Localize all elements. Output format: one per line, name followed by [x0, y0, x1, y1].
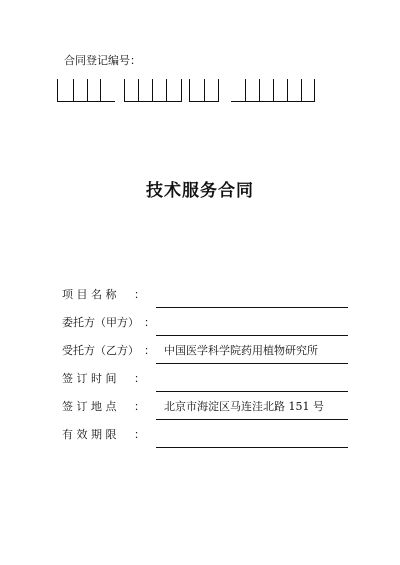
reg-box[interactable] [138, 79, 152, 101]
reg-box[interactable] [259, 79, 273, 101]
field-label: 有 效 期 限 [62, 428, 117, 441]
reg-box[interactable] [124, 79, 138, 101]
reg-box[interactable] [231, 79, 245, 101]
reg-box[interactable] [287, 79, 301, 101]
reg-box[interactable] [273, 79, 287, 101]
reg-box[interactable] [57, 79, 73, 101]
field-row-validity-period [62, 420, 352, 448]
field-colon: ： [134, 288, 145, 301]
reg-box[interactable] [87, 79, 101, 101]
reg-box-group-1 [57, 79, 115, 102]
field-colon: ： [144, 316, 155, 329]
field-colon: ： [134, 428, 145, 441]
field-row-signing-date [62, 364, 352, 392]
reg-box-group-2 [124, 79, 182, 102]
contract-title: 技术服务合同 [146, 181, 254, 201]
field-label: 项 目 名 称 [62, 288, 117, 301]
reg-box-group-3 [189, 79, 219, 102]
field-row-client [62, 308, 352, 336]
contract-fields [62, 280, 352, 448]
field-row-contractor [62, 336, 352, 364]
field-label: 签 订 地 点 [62, 400, 117, 413]
reg-box[interactable] [204, 79, 219, 101]
registration-number-label: 合同登记编号： [64, 54, 141, 67]
reg-box[interactable] [152, 79, 166, 101]
reg-box[interactable] [245, 79, 259, 101]
field-label: 受托方（乙方） [62, 344, 139, 357]
field-label: 签 订 时 间 [62, 372, 117, 385]
field-colon: ： [134, 372, 145, 385]
field-colon: ： [144, 344, 155, 357]
field-underline [156, 447, 348, 448]
field-colon: ： [134, 400, 145, 413]
reg-box[interactable] [301, 79, 315, 101]
reg-box[interactable] [189, 79, 204, 101]
field-value[interactable]: 北京市海淀区马连洼北路 151 号 [164, 400, 324, 413]
registration-number-boxes [0, 79, 400, 103]
reg-box[interactable] [166, 79, 182, 101]
field-label: 委托方（甲方） [62, 316, 139, 329]
reg-box-group-4 [231, 79, 315, 102]
field-row-signing-place [62, 392, 352, 420]
field-row-project-name [62, 280, 352, 308]
reg-box[interactable] [73, 79, 87, 101]
field-value[interactable]: 中国医学科学院药用植物研究所 [164, 344, 318, 357]
